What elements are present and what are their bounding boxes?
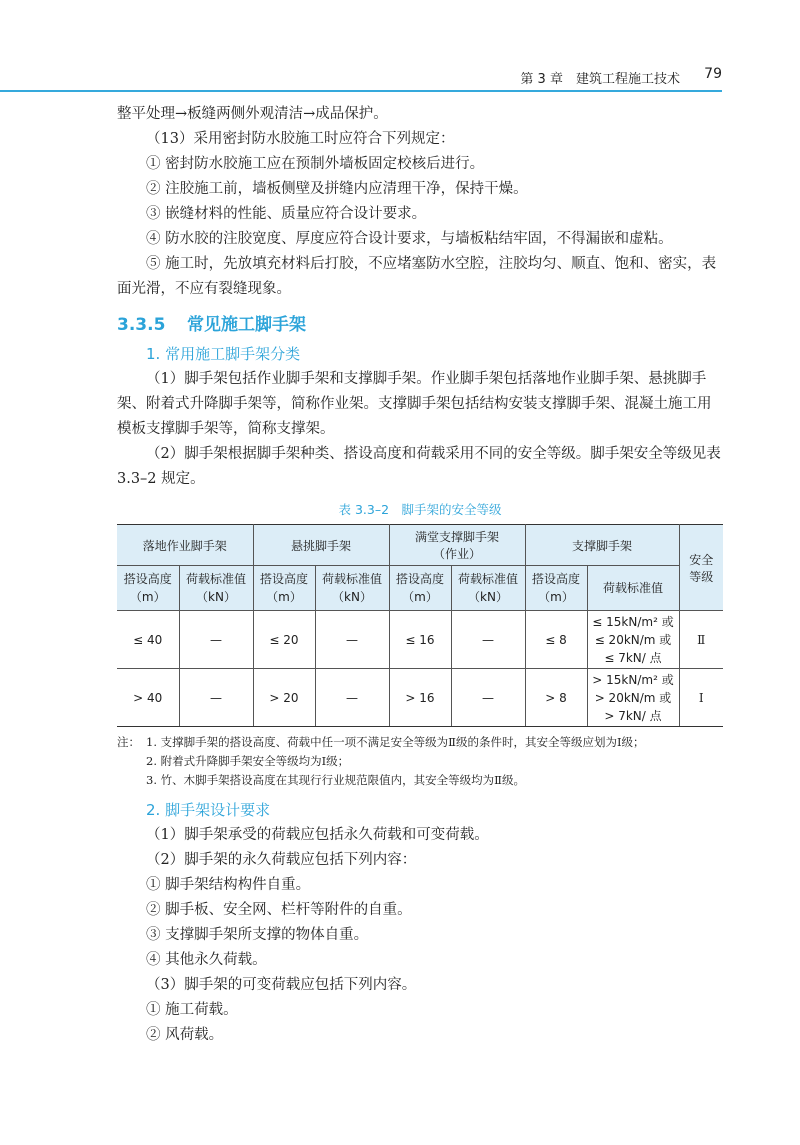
table-cell: > 8 — [525, 669, 587, 727]
table-cell: ≤ 15kN/m² 或 ≤ 20kN/m 或 ≤ 7kN/ 点 — [587, 611, 679, 669]
subheader-load: 荷载标准值 （kN） — [315, 566, 389, 611]
section-heading — [117, 312, 723, 338]
header-ground-scaffold: 落地作业脚手架 — [117, 525, 253, 566]
paragraph: ③ 嵌缝材料的性能、质量应符合设计要求。 — [146, 206, 427, 222]
table-row — [117, 611, 723, 669]
page-number: 79 — [704, 66, 722, 82]
paragraph: （1）脚手架包括作业脚手架和支撑脚手架。作业脚手架包括落地作业脚手架、悬挑脚手架、附着式升降脚手架等，简称作业架。支撑脚手架包括结构安装支撑脚手架、混凝土施工用模板支撑脚手架等，简称支撑架。 — [117, 371, 712, 437]
paragraph: （2）脚手架的永久荷载应包括下列内容： — [146, 852, 417, 868]
paragraph: （2）脚手架根据脚手架种类、搭设高度和荷载采用不同的安全等级。脚手架安全等级见表 3.3–2 规定。 — [117, 446, 721, 487]
table-cell: ≤ 16 — [389, 611, 451, 669]
paragraph: ② 风荷载。 — [146, 1027, 224, 1043]
table-cell: > 16 — [389, 669, 451, 727]
subheader-height: 搭设高度 （m） — [117, 566, 179, 611]
subheader-load-standard: 荷载标准值 — [587, 566, 679, 611]
table-cell: — — [315, 611, 389, 669]
header-support-scaffold: 支撑脚手架 — [525, 525, 679, 566]
table-cell: ≤ 40 — [117, 611, 179, 669]
subsection-heading: 1. 常用施工脚手架分类 — [146, 345, 301, 363]
subsection-heading: 2. 脚手架设计要求 — [146, 801, 271, 819]
note-item: 2. 附着式升降脚手架安全等级均为Ⅰ级； — [146, 754, 350, 768]
table-cell: — — [315, 669, 389, 727]
section-title: 常见施工脚手架 — [187, 315, 306, 335]
table-cell: — — [451, 669, 525, 727]
table-cell: — — [179, 669, 253, 727]
subheader-load: 荷载标准值 （kN） — [179, 566, 253, 611]
header-cantilever-scaffold: 悬挑脚手架 — [253, 525, 389, 566]
header-chapter-title — [520, 68, 680, 87]
subheader-height: 搭设高度 （m） — [525, 566, 587, 611]
table-cell: > 20 — [253, 669, 315, 727]
paragraph: ③ 支撑脚手架所支撑的物体自重。 — [146, 927, 369, 943]
subheader-height: 搭设高度 （m） — [389, 566, 451, 611]
table-subheader-row — [117, 566, 723, 611]
table-cell: > 40 — [117, 669, 179, 727]
table-header-row — [117, 525, 723, 566]
header-safety-level: 安全 等级 — [679, 525, 723, 611]
header-title: 建筑工程施工技术 — [575, 72, 680, 87]
paragraph: ④ 防水胶的注胶宽度、厚度应符合设计要求，与墙板粘结牢固，不得漏嵌和虚粘。 — [146, 231, 673, 247]
table-cell-level: Ⅱ — [679, 611, 723, 669]
note-item: 3. 竹、木脚手架搭设高度在其现行行业规范限值内，其安全等级均为Ⅱ级。 — [146, 773, 525, 787]
paragraph: （13）采用密封防水胶施工时应符合下列规定： — [146, 131, 455, 147]
paragraph: ① 密封防水胶施工应在预制外墙板固定校核后进行。 — [146, 156, 485, 172]
paragraph: ② 注胶施工前，墙板侧壁及拼缝内应清理干净，保持干燥。 — [146, 181, 528, 197]
table-caption: 表 3.3–2 脚手架的安全等级 — [338, 502, 502, 517]
paragraph: ⑤ 施工时，先放填充材料后打胶，不应堵塞防水空腔，注胶均匀、顺直、饱和、密实，表面光滑，不应有裂缝现象。 — [117, 256, 717, 297]
table-cell: ≤ 20 — [253, 611, 315, 669]
paragraph: 整平处理→板缝两侧外观清洁→成品保护。 — [117, 106, 388, 122]
section-number: 3.3.5 — [117, 315, 166, 335]
paragraph: ② 脚手板、安全网、栏杆等附件的自重。 — [146, 902, 412, 918]
table-notes — [117, 733, 723, 790]
paragraph: （1）脚手架承受的荷载应包括永久荷载和可变荷载。 — [146, 827, 489, 843]
header-chapter: 第 3 章 — [520, 72, 563, 87]
safety-level-table — [117, 524, 723, 727]
table-cell-level: Ⅰ — [679, 669, 723, 727]
table-cell: — — [451, 611, 525, 669]
paragraph: ④ 其他永久荷载。 — [146, 952, 267, 968]
page-content — [117, 102, 723, 1048]
note-item: 注： 1. 支撑脚手架的搭设高度、荷载中任一项不满足安全等级为Ⅱ级的条件时，其安全等级应划为Ⅰ级； — [117, 735, 645, 749]
subheader-load: 荷载标准值 （kN） — [451, 566, 525, 611]
header-full-support-scaffold: 满堂支撑脚手架 （作业） — [389, 525, 525, 566]
paragraph: ① 脚手架结构构件自重。 — [146, 877, 311, 893]
table-cell: > 15kN/m² 或 > 20kN/m 或 > 7kN/ 点 — [587, 669, 679, 727]
table-row — [117, 669, 723, 727]
paragraph: ① 施工荷载。 — [146, 1002, 238, 1018]
table-cell: — — [179, 611, 253, 669]
header-rule — [0, 90, 722, 92]
subheader-height: 搭设高度 （m） — [253, 566, 315, 611]
paragraph: （3）脚手架的可变荷载应包括下列内容。 — [146, 977, 417, 993]
table-cell: ≤ 8 — [525, 611, 587, 669]
page-header — [0, 66, 722, 90]
